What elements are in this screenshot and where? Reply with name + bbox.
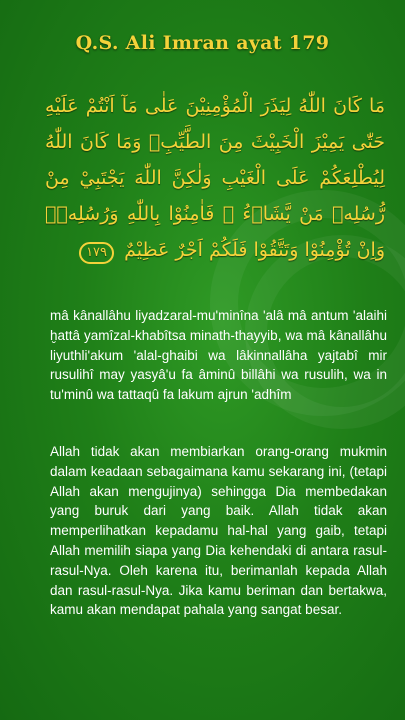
- transliteration-text: mâ kânallâhu liyadzaral-mu'minîna 'alâ mâ antum 'alaihi ḫattâ yamîzal-khabîtsa minath-thayyib, wa mâ kânallâhu liyuthli'akum 'alal-ghaibi wa lâkinnallâha yajtabî mir rusulihî may yasyâ'u fa âminû billâhi wa rusulih, wa in tu'minû wa tattaqû fa lakum ajrun 'adhîm: [50, 308, 387, 403]
- page-title: Q.S. Ali Imran ayat 179: [75, 32, 330, 54]
- arabic-verse: [45, 88, 385, 268]
- arabic-verse-text: مَا كَانَ اللّٰهُ لِيَذَرَ الْمُؤْمِنِيْنَ عَلٰى مَآ اَنْتُمْ عَلَيْهِ حَتّٰى يَمِيْزَ الْخَبِيْثَ مِنَ الطَّيِّبِۗ وَمَا كَانَ اللّٰهُ لِيُطْلِعَكُمْ عَلَى الْغَيْبِ وَلٰكِنَّ اللّٰهَ يَجْتَبِيْ مِنْ رُّسُلِهٖ مَنْ يَّشَاۤءُ ۖ فَاٰمِنُوْا بِاللّٰهِ وَرُسُلِهٖۚ وَاِنْ تُؤْمِنُوْا وَتَتَّقُوْا فَلَكُمْ اَجْرٌ عَظِيْمٌ: [45, 95, 385, 261]
- translation-text: Allah tidak akan membiarkan orang-orang mukmin dalam keadaan sebagaimana kamu sekarang ini, (tetapi Allah akan mengujinya) sehingga Dia membedakan yang buruk dari yang baik. Allah tidak akan memperlihatkan kepadamu hal-hal yang gaib, tetapi Allah memilih siapa yang Dia kehendaki di antara rasul-rasul-Nya. Oleh karena itu, berimanlah kepada Allah dan rasul-rasul-Nya. Jika kamu beriman dan bertakwa, kamu akan mendapat pahala yang sangat besar.: [50, 444, 387, 618]
- ayah-number-badge: ١٧٩: [79, 242, 114, 264]
